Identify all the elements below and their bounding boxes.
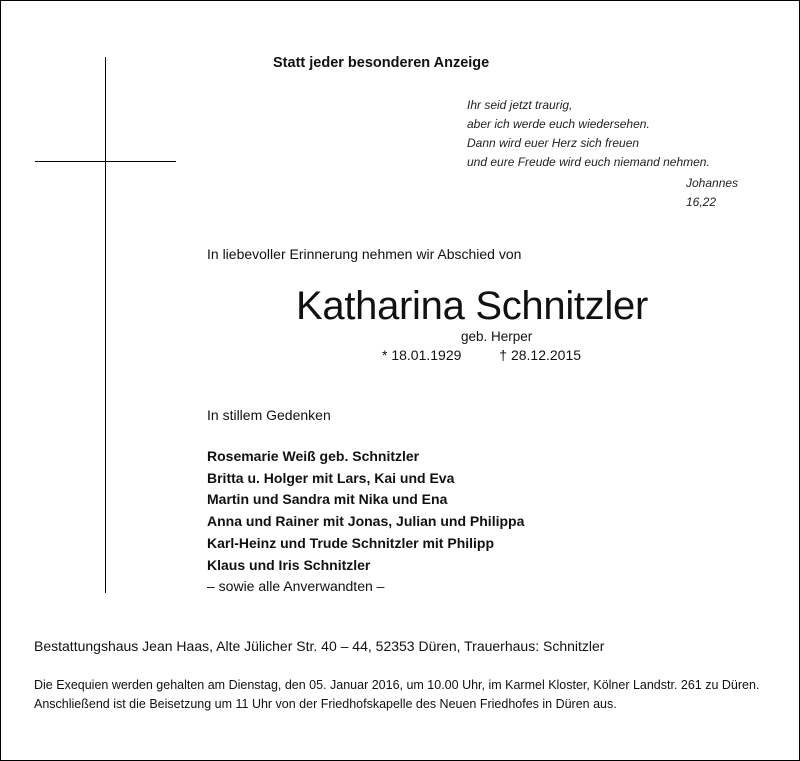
- quote-line: Ihr seid jetzt traurig,: [467, 98, 573, 112]
- deceased-name: Katharina Schnitzler: [296, 284, 648, 328]
- mourner-entry: Klaus und Iris Schnitzler: [207, 556, 371, 573]
- cross-horizontal-bar: [35, 161, 176, 162]
- notice-header: Statt jeder besonderen Anzeige: [273, 55, 490, 71]
- exequien-info: Die Exequien werden gehalten am Dienstag, den 05. Januar 2016, um 10.00 Uhr, im Karmel Kloster, Kölner Landstr. 261 zu Düren. Anschließend ist die Beisetzung um 11 Uhr von der Friedhofskapelle des Neuen Friedhofes in Düren aus.: [34, 678, 760, 711]
- quote-line: aber ich werde euch wiedersehen.: [467, 117, 650, 131]
- mourner-entry: Britta u. Holger mit Lars, Kai und Eva: [207, 469, 455, 486]
- life-dates: [382, 347, 581, 363]
- mourner-entry: Anna und Rainer mit Jonas, Julian und Philippa: [207, 513, 525, 530]
- bible-quote: [467, 96, 710, 172]
- mourner-entry: Rosemarie Weiß geb. Schnitzler: [207, 448, 420, 464]
- gedenken-text: In stillem Gedenken: [207, 407, 331, 423]
- cross-vertical-bar: [105, 57, 106, 593]
- mourner-entry: Karl-Heinz und Trude Schnitzler mit Philipp: [207, 534, 495, 551]
- quote-source-book: Johannes: [686, 176, 739, 190]
- relatives-line: – sowie alle Anverwandten –: [207, 578, 385, 595]
- quote-source-verse: 16,22: [686, 195, 717, 209]
- maiden-name: geb. Herper: [461, 329, 533, 344]
- quote-line: Dann wird euer Herz sich freuen: [467, 136, 640, 150]
- mourner-entry: Martin und Sandra mit Nika und Ena: [207, 491, 448, 508]
- funeral-home-info: Bestattungshaus Jean Haas, Alte Jülicher Str. 40 – 44, 52353 Düren, Trauerhaus: Schnitzler: [34, 638, 605, 654]
- quote-line: und eure Freude wird euch niemand nehmen.: [467, 155, 710, 169]
- quote-source: [686, 174, 738, 212]
- intro-text: In liebevoller Erinnerung nehmen wir Abschied von: [207, 246, 522, 262]
- death-date: † 28.12.2015: [499, 347, 582, 363]
- birth-date: * 18.01.1929: [382, 347, 462, 363]
- mourners-list: [207, 446, 524, 598]
